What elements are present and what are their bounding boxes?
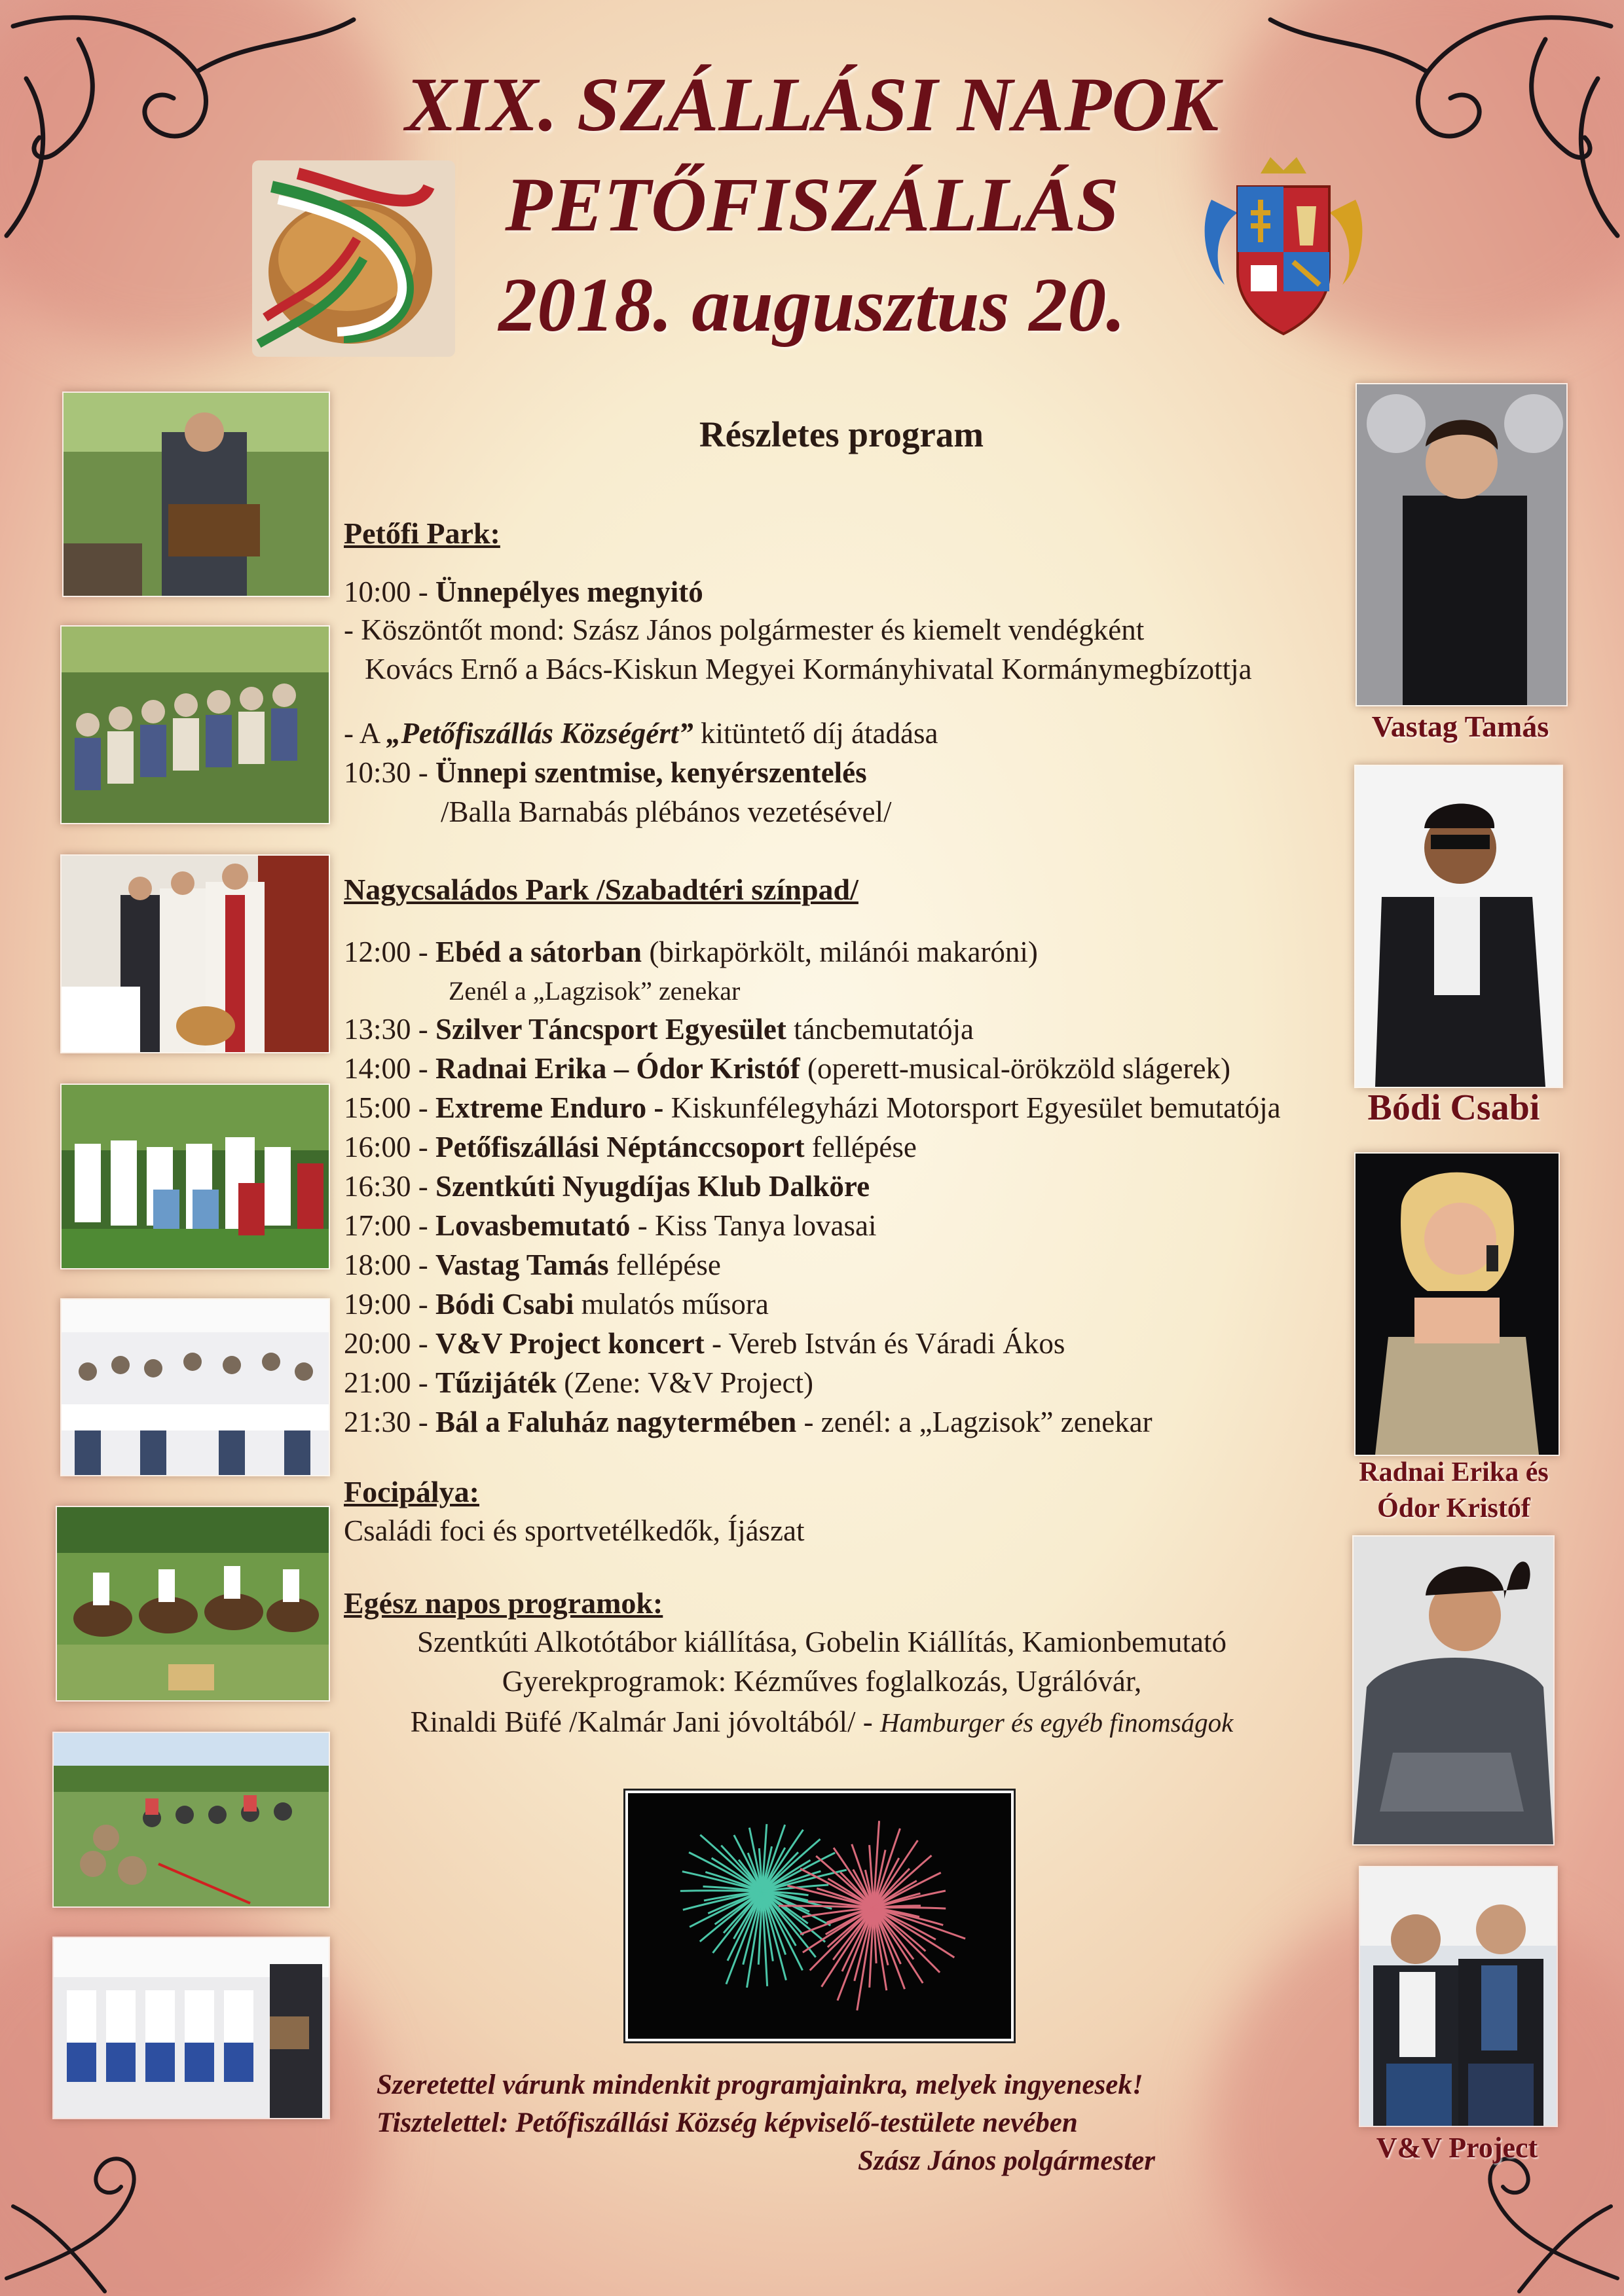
award-prefix: - A (344, 717, 387, 750)
award-suffix: kitüntető díj átadása (693, 717, 938, 750)
buffet-text: Rinaldi Büfé /Kalmár Jani jóvoltából/ - (410, 1705, 880, 1738)
schedule-item (344, 1287, 769, 1321)
performer-3-name-line-2: Ódor Kristóf (1377, 1493, 1530, 1523)
event-time: 16:30 - (344, 1170, 428, 1203)
section-nagycsalados-park-heading: Nagycsaládos Park /Szabadtéri színpad/ (344, 873, 858, 906)
event-title: Szilver Táncsport Egyesület (435, 1013, 786, 1046)
photo-horses (56, 1506, 330, 1702)
event-time: 13:30 - (344, 1013, 428, 1046)
event-title: Ünnepi szentmise, kenyérszentelés (435, 756, 867, 789)
greeting-line-2: Kovács Ernő a Bács-Kiskun Megyei Kormányhivatal Kormánymegbízottja (365, 653, 1252, 685)
event-time: 21:30 - (344, 1406, 428, 1438)
title-line-2: PETŐFISZÁLLÁS (505, 162, 1119, 247)
photo-enduro (52, 1732, 330, 1908)
performer-3-name-line-1: Radnai Erika és (1359, 1457, 1549, 1487)
event-detail: (Zene: V&V Project) (557, 1366, 813, 1399)
photo-tent-lunch (60, 1298, 330, 1476)
focipalya-text: Családi foci és sportvetélkedők, Íjászat (344, 1514, 805, 1547)
mass-leader: /Balla Barnabás plébános vezetésével/ (441, 795, 892, 828)
schedule-item (344, 1012, 974, 1046)
greeting-line-1: - Köszöntőt mond: Szász János polgármester és kiemelt vendégként (344, 613, 1145, 646)
event-detail: mulatós műsora (574, 1288, 769, 1321)
event-time: 19:00 - (344, 1288, 428, 1321)
fireworks-image (625, 1791, 1014, 2041)
performer-5-name: V&V Project (1376, 2132, 1538, 2164)
event-detail: Kiskunfélegyházi Motorsport Egyesület bemutatója (663, 1091, 1281, 1124)
event-mass (344, 756, 867, 790)
photo-performer-4 (1352, 1535, 1555, 1846)
award-line (344, 716, 938, 750)
schedule-item (344, 1248, 721, 1282)
event-time: 20:00 - (344, 1327, 428, 1360)
event-title: Szentkúti Nyugdíjas Klub Dalköre (435, 1170, 870, 1203)
photo-performer-2 (1354, 765, 1563, 1088)
event-title: Ünnepélyes megnyitó (435, 575, 703, 608)
event-detail: - zenél: a „Lagzisok” zenekar (796, 1406, 1153, 1438)
event-title: Radnai Erika – Ódor Kristóf (435, 1052, 800, 1085)
buffet-food: Hamburger és egyéb finomságok (880, 1707, 1234, 1738)
schedule-item (344, 935, 1038, 969)
footer-line-1: Szeretettel várunk mindenkit programjainkra, melyek ingyenesek! (377, 2069, 1143, 2100)
performer-1-name: Vastag Tamás (1371, 710, 1549, 743)
photo-singers (52, 1937, 330, 2119)
schedule-item (344, 1209, 876, 1243)
performer-2-name: Bódi Csabi (1367, 1087, 1540, 1128)
photo-speaker (62, 392, 330, 597)
event-detail: fellépése (608, 1248, 721, 1281)
program-title: Részletes program (699, 414, 984, 454)
photo-performer-5 (1359, 1866, 1558, 2127)
coat-of-arms-icon (1198, 154, 1369, 340)
fireworks-icon (628, 1793, 1011, 2039)
event-detail: (birkapörkölt, milánói makaróni) (642, 936, 1038, 968)
schedule-item (344, 1091, 1281, 1125)
allday-line-3 (344, 1705, 1300, 1739)
event-title: Lovasbemutató (435, 1209, 631, 1242)
section-egesz-napos-heading: Egész napos programok: (344, 1586, 663, 1620)
section-focipalya-heading: Focipálya: (344, 1475, 479, 1508)
allday-line-1: Szentkúti Alkotótábor kiállítása, Gobelin Kiállítás, Kamionbemutató (416, 1626, 1227, 1658)
photo-choir (60, 1084, 330, 1269)
event-detail: táncbemutatója (786, 1013, 974, 1046)
schedule-item (344, 1366, 813, 1400)
event-title: Bódi Csabi (435, 1288, 574, 1321)
schedule-item (344, 1051, 1230, 1085)
event-title: Extreme Enduro - (435, 1091, 664, 1124)
footer-line-2: Tisztelettel: Petőfiszállási Község képviselő-testülete nevében (377, 2107, 1078, 2138)
event-title: Petőfiszállási Néptánccsoport (435, 1131, 805, 1163)
event-title: V&V Project koncert (435, 1327, 705, 1360)
event-detail: fellépése (804, 1131, 917, 1163)
event-title: Tűzijáték (435, 1366, 557, 1399)
lunch-music: Zenél a „Lagzisok” zenekar (449, 976, 741, 1006)
photo-mass (60, 854, 330, 1053)
photo-performer-3 (1354, 1152, 1560, 1456)
award-name: „Petőfiszállás Községért” (386, 717, 693, 750)
footer-signature: Szász János polgármester (858, 2145, 1155, 2176)
title-line-3: 2018. augusztus 20. (498, 262, 1126, 348)
title-line-1: XIX. SZÁLLÁSI NAPOK (405, 62, 1219, 147)
event-time: 17:00 - (344, 1209, 428, 1242)
schedule-item (344, 1169, 870, 1203)
photo-performer-1 (1356, 383, 1568, 706)
event-detail: - Kiss Tanya lovasai (630, 1209, 877, 1242)
event-time: 10:30 - (344, 756, 428, 789)
event-opening (344, 575, 703, 609)
event-time: 10:00 - (344, 575, 428, 608)
event-title: Ebéd a sátorban (435, 936, 642, 968)
event-time: 21:00 - (344, 1366, 428, 1399)
event-time: 14:00 - (344, 1052, 428, 1085)
allday-line-2: Gyerekprogramok: Kézműves foglalkozás, Ugrálóvár, (502, 1665, 1142, 1698)
event-detail: - Vereb István és Váradi Ákos (704, 1327, 1065, 1360)
schedule-item (344, 1405, 1153, 1439)
event-title: Vastag Tamás (435, 1248, 609, 1281)
event-time: 18:00 - (344, 1248, 428, 1281)
photo-audience (60, 625, 330, 824)
event-title: Bál a Faluház nagytermében (435, 1406, 797, 1438)
event-time: 15:00 - (344, 1091, 428, 1124)
bread-ribbon-icon (252, 160, 455, 357)
event-detail: (operett-musical-örökzöld slágerek) (800, 1052, 1230, 1085)
section-petofi-park-heading: Petőfi Park: (344, 517, 500, 550)
schedule-item (344, 1130, 917, 1164)
schedule-item (344, 1326, 1065, 1360)
event-time: 16:00 - (344, 1131, 428, 1163)
event-time: 12:00 - (344, 936, 428, 968)
